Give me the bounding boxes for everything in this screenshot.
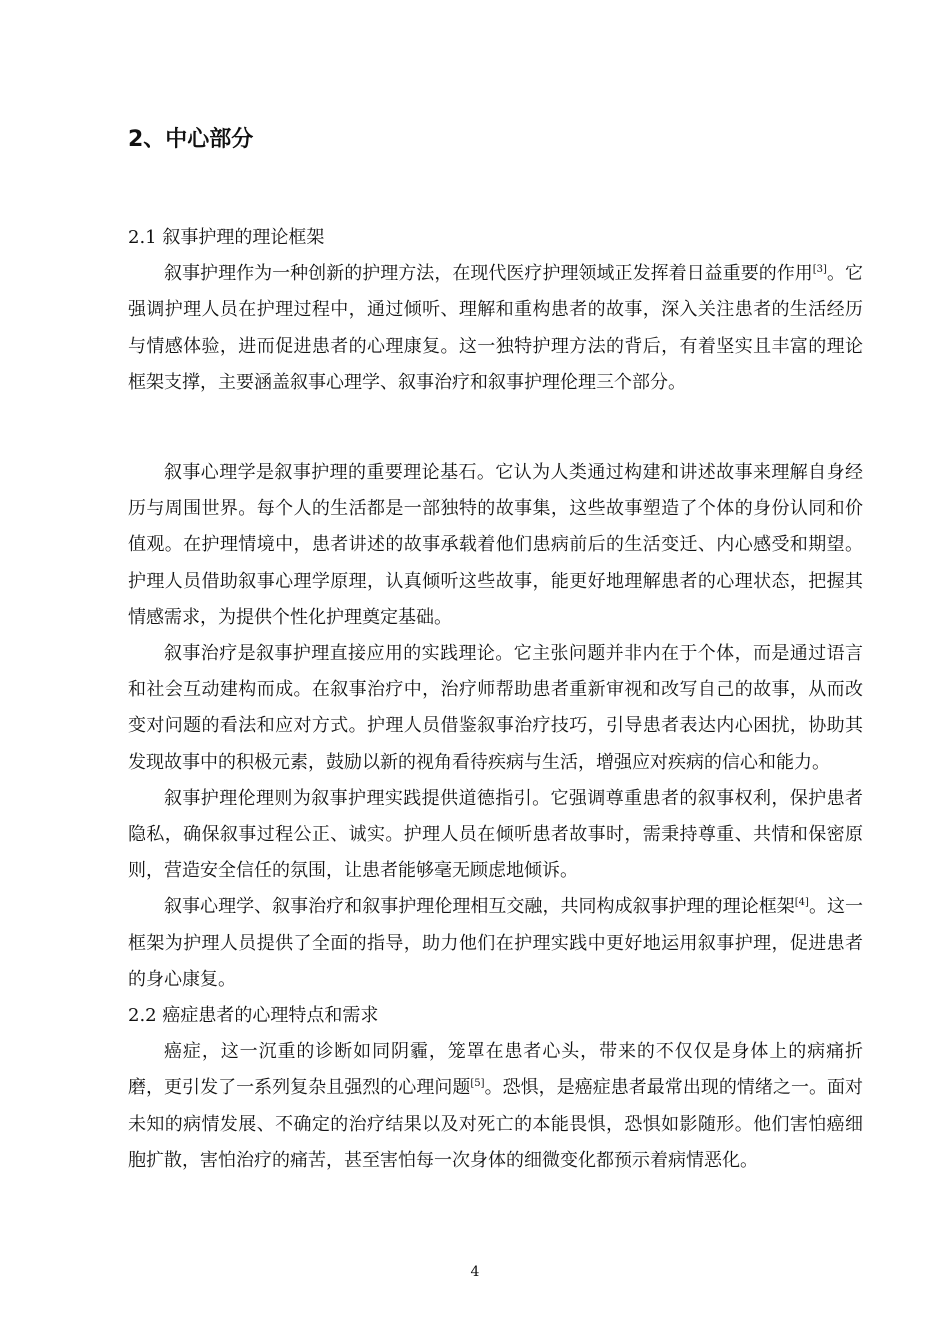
paragraph — [128, 781, 863, 890]
paragraph-text: 叙事心理学是叙事护理的重要理论基石。它认为人类通过构建和讲述故事来理解自身经历与周围世界。每个人的生活都是一部独特的故事集，这些故事塑造了个体的身份认同和价值观。在护理情境中，患者讲述的故事承载着他们患病前后的生活变迁、内心感受和期望。护理人员借助叙事心理学原理，认真倾听这些故事，能更好地理解患者的心理状态，把握其情感需求，为提供个性化护理奠定基础。 — [128, 462, 863, 628]
paragraph — [128, 455, 863, 636]
page-number: 4 — [470, 1264, 480, 1280]
paragraph-text: 。恐惧，是癌症患者最常出现的情绪之一。面对未知的病情发展、不确定的治疗结果以及对死亡的本能畏惧，恐惧如影随形。他们害怕癌细胞扩散，害怕治疗的痛苦，甚至害怕每一次身体的细微变化都预示着病情恶化。 — [128, 1077, 864, 1171]
paragraph-text: 癌症，这一沉重的诊断如同阴霾，笼罩在患者心头，带来的不仅仅是身体上的病痛折磨，更引发了一系列复杂且强烈的心理问题 — [128, 1041, 863, 1099]
paragraph-text: 。这一框架为护理人员提供了全面的指导，助力他们在护理实践中更好地运用叙事护理，促进患者的身心康复。 — [128, 896, 864, 990]
paragraph-text: 叙事护理作为一种创新的护理方法，在现代医疗护理领域正发挥着日益重要的作用 — [164, 263, 813, 285]
section-title-2-2: 2.2 癌症患者的心理特点和需求 — [128, 1005, 379, 1027]
paragraph-text: 。它强调护理人员在护理过程中，通过倾听、理解和重构患者的故事，深入关注患者的生活经历与情感体验，进而促进患者的心理康复。这一独特护理方法的背后，有着坚实且丰富的理论框架支撑，主要涵盖叙事心理学、叙事治疗和叙事护理伦理三个部分。 — [128, 263, 863, 393]
citation-ref: [5] — [470, 1078, 485, 1090]
paragraph-text: 叙事护理伦理则为叙事护理实践提供道德指引。它强调尊重患者的叙事权利，保护患者隐私，确保叙事过程公正、诚实。护理人员在倾听患者故事时，需秉持尊重、共情和保密原则，营造安全信任的氛围，让患者能够毫无顾虑地倾诉。 — [128, 787, 863, 882]
paragraph — [128, 889, 863, 998]
body-text — [128, 220, 863, 1179]
paragraph-text: 叙事治疗是叙事护理直接应用的实践理论。它主张问题并非内在于个体，而是通过语言和社会互动建构而成。在叙事治疗中，治疗师帮助患者重新审视和改写自己的故事，从而改变对问题的看法和应对方式。护理人员借鉴叙事治疗技巧，引导患者表达内心困扰，协助其发现故事中的积极元素，鼓励以新的视角看待疾病与生活，增强应对疾病的信心和能力。 — [128, 643, 863, 773]
paragraph — [128, 256, 863, 401]
chapter-heading: 2、中心部分 — [128, 127, 254, 152]
paragraph-text: 叙事心理学、叙事治疗和叙事护理伦理相互交融，共同构成叙事护理的理论框架 — [164, 896, 795, 918]
citation-ref: [4] — [794, 897, 809, 909]
section-title-2-1: 2.1 叙事护理的理论框架 — [128, 227, 325, 248]
citation-ref: [3] — [812, 264, 827, 276]
blank-line — [128, 401, 863, 455]
paragraph — [128, 1034, 863, 1179]
paragraph — [128, 636, 863, 781]
